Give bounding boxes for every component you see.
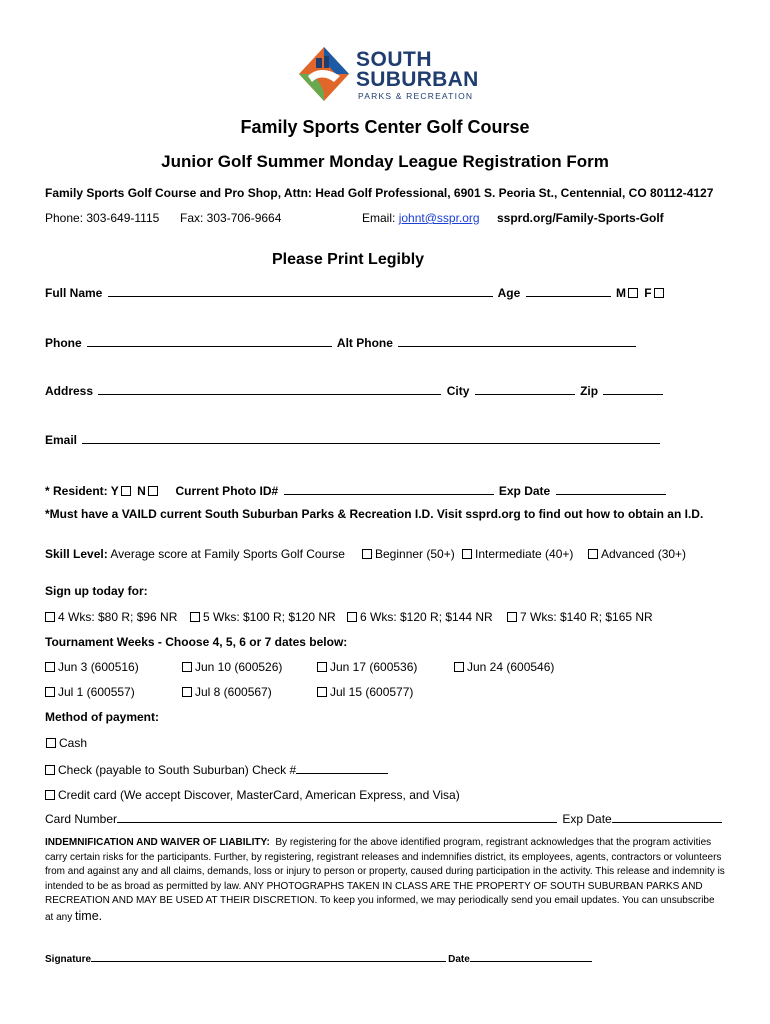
card-row (45, 811, 724, 826)
tournament-label: Tournament Weeks - Choose 4, 5, 6 or 7 dates below: (45, 635, 348, 649)
exp-date-label: Exp Date (498, 484, 551, 498)
date-label: Jun 17 (600536) (330, 660, 418, 674)
advanced-checkbox[interactable] (588, 549, 598, 559)
email-link[interactable]: johnt@sspr.org (398, 211, 480, 225)
date-option[interactable] (315, 685, 413, 699)
signature-row (45, 952, 594, 965)
city-field[interactable] (475, 383, 575, 395)
cash-label: Cash (59, 736, 88, 750)
email-field[interactable] (82, 432, 660, 444)
page-title: Family Sports Center Golf Course (240, 117, 530, 137)
signup-7wk-checkbox[interactable] (507, 612, 517, 622)
date-option[interactable] (180, 660, 282, 674)
signup-option[interactable] (345, 610, 493, 624)
check-checkbox[interactable] (45, 765, 55, 775)
signature-field[interactable] (91, 952, 446, 962)
beginner-label: Beginner (50+) (375, 547, 455, 561)
address-row (45, 383, 665, 398)
check-number-field[interactable] (296, 762, 388, 774)
advanced-label: Advanced (30+) (601, 547, 687, 561)
card-exp-label: Exp Date (562, 812, 612, 826)
waiver-paragraph (45, 836, 725, 926)
date-checkbox[interactable] (317, 687, 327, 697)
date-option[interactable] (43, 685, 135, 699)
skill-intermediate-option[interactable] (460, 547, 573, 561)
male-checkbox[interactable] (628, 288, 638, 298)
skill-beginner-option[interactable] (360, 547, 455, 561)
logo (298, 46, 478, 104)
date-label: Jun 10 (600526) (195, 660, 283, 674)
date-label: Jul 8 (600567) (195, 685, 272, 699)
male-label: M (615, 286, 626, 300)
resident-no-label: N (137, 484, 146, 498)
intermediate-checkbox[interactable] (462, 549, 472, 559)
signup-5wk-checkbox[interactable] (190, 612, 200, 622)
check-label: Check (payable to South Suburban) Check # (58, 763, 297, 777)
signup-option[interactable] (505, 610, 653, 624)
logo-line-2: SUBURBAN (356, 68, 479, 91)
date-option[interactable] (43, 660, 139, 674)
city-label: City (446, 384, 470, 398)
contact-fax: Fax: 303-706-9664 (180, 211, 282, 225)
skill-label: Skill Level: (45, 547, 108, 561)
full-name-label: Full Name (45, 286, 103, 300)
alt-phone-label: Alt Phone (336, 336, 393, 350)
contact-phone: Phone: 303-649-1115 (45, 211, 160, 225)
card-number-label: Card Number (45, 812, 118, 826)
address-label: Address (45, 384, 94, 398)
email-field-label: Email (45, 433, 78, 447)
date-label-signature: Date (448, 954, 470, 965)
cash-checkbox[interactable] (46, 738, 56, 748)
waiver-text: By registering for the above identified program, registrant acknowledges that the program activities carry certain risks for the participants. Further, by registering, registrant releases and indemnifies district, its employees, agents, contractors or volunteers from and against any and all claims, demands, loss or injury to person or property, caused during participation in the activity. This release and indemnity is intended to be as broad as permitted by law. ANY PHOTOGRAPHS TAKEN IN CLASS ARE THE PROPERTY OF SOUTH SUBURBAN PARKS AND RECREATION AND MAY BE USED AT THEIR DISCRETION. To keep you informed, we may periodically send you email updates. You can unsubscribe at any (45, 837, 725, 923)
age-label: Age (497, 286, 521, 300)
signup-option[interactable] (43, 610, 177, 624)
date-checkbox[interactable] (454, 662, 464, 672)
signup-4wk-checkbox[interactable] (45, 612, 55, 622)
skill-desc: Average score at Family Sports Golf Course (110, 547, 345, 561)
logo-line-3: PARKS & RECREATION (358, 91, 474, 101)
phone-label: Phone (45, 336, 82, 350)
resident-yes-label: * Resident: Y (45, 484, 119, 498)
logo-mark-icon (298, 46, 350, 102)
resident-no-checkbox[interactable] (148, 486, 158, 496)
female-checkbox[interactable] (654, 288, 664, 298)
date-label: Jun 24 (600546) (467, 660, 555, 674)
email-row (45, 432, 662, 447)
alt-phone-field[interactable] (398, 335, 636, 347)
id-note: *Must have a VAILD current South Suburban Parks & Recreation I.D. Visit ssprd.org to find out how to obtain an I.D. (45, 507, 704, 521)
exp-date-field[interactable] (556, 483, 666, 495)
date-label: Jul 1 (600557) (58, 685, 135, 699)
cash-option[interactable] (44, 736, 87, 750)
beginner-checkbox[interactable] (362, 549, 372, 559)
date-checkbox[interactable] (182, 662, 192, 672)
zip-field[interactable] (603, 383, 663, 395)
print-legibly-heading: Please Print Legibly (272, 251, 425, 268)
photo-id-field[interactable] (284, 483, 494, 495)
resident-yes-checkbox[interactable] (121, 486, 131, 496)
signup-5wk-label: 5 Wks: $100 R; $120 NR (203, 610, 336, 624)
contact-email (362, 211, 480, 225)
phone-field[interactable] (87, 335, 332, 347)
check-option[interactable] (43, 762, 390, 777)
date-checkbox[interactable] (317, 662, 327, 672)
address-field[interactable] (98, 383, 441, 395)
resident-row (45, 483, 668, 498)
signup-7wk-label: 7 Wks: $140 R; $165 NR (520, 610, 653, 624)
date-checkbox[interactable] (45, 687, 55, 697)
card-number-field[interactable] (117, 811, 557, 823)
phone-row (45, 335, 638, 350)
date-option[interactable] (452, 660, 554, 674)
signup-6wk-label: 6 Wks: $120 R; $144 NR (360, 610, 493, 624)
date-checkbox[interactable] (182, 687, 192, 697)
form-subtitle: Junior Golf Summer Monday League Registration Form (161, 152, 609, 171)
date-option[interactable] (180, 685, 272, 699)
skill-row (45, 547, 345, 561)
email-label: Email: (362, 211, 396, 225)
signup-4wk-label: 4 Wks: $80 R; $96 NR (58, 610, 178, 624)
age-field[interactable] (526, 285, 611, 297)
signature-date-field[interactable] (470, 952, 592, 962)
waiver-last-word: time. (75, 908, 103, 923)
photo-id-label: Current Photo ID# (175, 484, 279, 498)
address-line: Family Sports Golf Course and Pro Shop, Attn: Head Golf Professional, 6901 S. Peoria St., Centennial, CO 80112-4127 (45, 186, 714, 200)
signup-label: Sign up today for: (45, 584, 148, 598)
logo-line-1: SOUTH (356, 48, 432, 71)
credit-checkbox[interactable] (45, 790, 55, 800)
female-label: F (644, 286, 652, 300)
full-name-field[interactable] (108, 285, 493, 297)
credit-option[interactable] (43, 788, 460, 802)
date-label: Jul 15 (600577) (330, 685, 414, 699)
skill-advanced-option[interactable] (586, 547, 686, 561)
payment-label: Method of payment: (45, 710, 159, 724)
card-exp-field[interactable] (612, 811, 722, 823)
date-checkbox[interactable] (45, 662, 55, 672)
contact-website[interactable]: ssprd.org/Family-Sports-Golf (497, 211, 664, 225)
signup-6wk-checkbox[interactable] (347, 612, 357, 622)
waiver-heading: INDEMNIFICATION AND WAIVER OF LIABILITY: (45, 837, 270, 848)
date-label: Jun 3 (600516) (58, 660, 139, 674)
zip-label: Zip (580, 384, 599, 398)
credit-label: Credit card (We accept Discover, MasterCard, American Express, and Visa) (58, 788, 460, 802)
intermediate-label: Intermediate (40+) (475, 547, 574, 561)
signup-option[interactable] (188, 610, 336, 624)
signature-label: Signature (45, 954, 92, 965)
date-option[interactable] (315, 660, 417, 674)
full-name-row (45, 285, 667, 300)
